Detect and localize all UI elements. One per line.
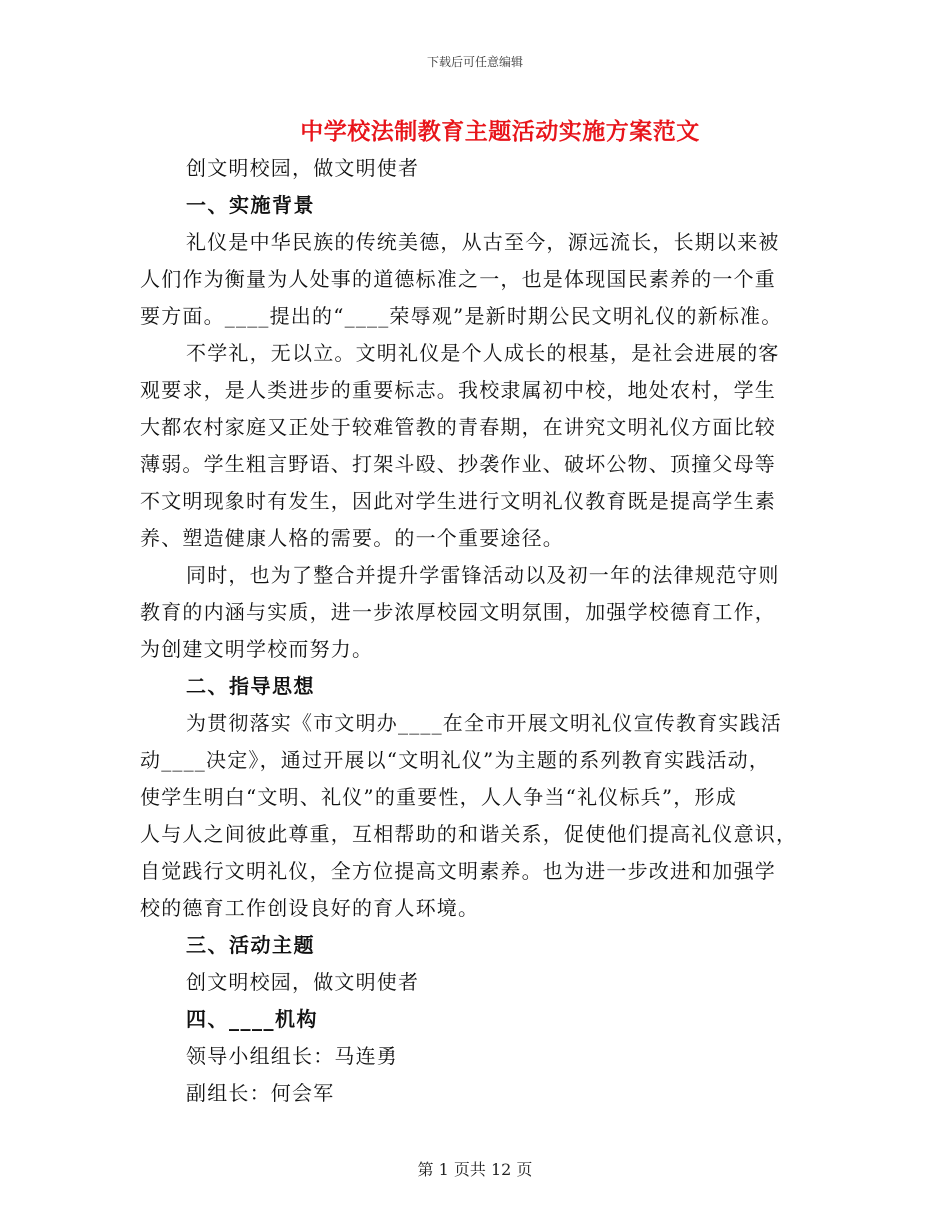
header-note: 下载后可任意编辑 <box>426 55 523 69</box>
section-heading: 一、实施背景 <box>186 193 315 217</box>
text-line: 创文明校园，做文明使者 <box>186 970 420 994</box>
text-line: 为贯彻落实《市文明办____在全市开展文明礼仪宣传教育实践活 <box>186 711 782 735</box>
text-line: 要方面。____提出的“____荣辱观”是新时期公民文明礼仪的新标准。 <box>140 304 783 328</box>
text-line: 自觉践行文明礼仪，全方位提高文明素养。也为进一步改进和加强学 <box>140 859 776 883</box>
text-line: 为创建文明学校而努力。 <box>140 637 374 661</box>
document-body <box>140 150 812 1112</box>
document-title: 中学校法制教育主题活动实施方案范文 <box>300 119 700 145</box>
text-line: 使学生明白“文明、礼仪”的重要性，人人争当“礼仪标兵”，形成 <box>140 785 737 809</box>
text-line: 不学礼，无以立。文明礼仪是个人成长的根基，是社会进展的客 <box>186 341 780 365</box>
text-line: 薄弱。学生粗言野语、打架斗殴、抄袭作业、破坏公物、顶撞父母等 <box>140 452 776 476</box>
text-line: 人与人之间彼此尊重，互相帮助的和谐关系，促使他们提高礼仪意识， <box>140 822 798 846</box>
text-line: 校的德育工作创设良好的育人环境。 <box>140 896 480 920</box>
section-heading: 四、____机构 <box>186 1007 318 1031</box>
text-line: 同时，也为了整合并提升学雷锋活动以及初一年的法律规范守则 <box>186 563 780 587</box>
text-line: 观要求，是人类进步的重要标志。我校隶属初中校，地处农村，学生 <box>140 378 776 402</box>
page-footer: 第 1 页共 12 页 <box>417 1160 533 1179</box>
text-line: 养、塑造健康人格的需要。的一个重要途径。 <box>140 526 564 550</box>
text-line: 大都农村家庭又正处于较难管教的青春期，在讲究文明礼仪方面比较 <box>140 415 776 439</box>
text-line: 人们作为衡量为人处事的道德标准之一，也是体现国民素养的一个重 <box>140 267 776 291</box>
text-line: 动____决定》，通过开展以“文明礼仪”为主题的系列教育实践活动， <box>140 748 771 772</box>
section-heading: 二、指导思想 <box>186 674 315 698</box>
text-line: 不文明现象时有发生，因此对学生进行文明礼仪教育既是提高学生素 <box>140 489 776 513</box>
text-line: 教育的内涵与实质，进一步浓厚校园文明氛围，加强学校德育工作， <box>140 600 776 624</box>
text-line: 领导小组组长：马连勇 <box>186 1044 398 1068</box>
text-line: 礼仪是中华民族的传统美德，从古至今，源远流长，长期以来被 <box>186 230 780 254</box>
text-line: 创文明校园，做文明使者 <box>186 156 420 180</box>
text-line: 副组长：何会军 <box>186 1081 335 1105</box>
section-heading: 三、活动主题 <box>186 933 315 957</box>
